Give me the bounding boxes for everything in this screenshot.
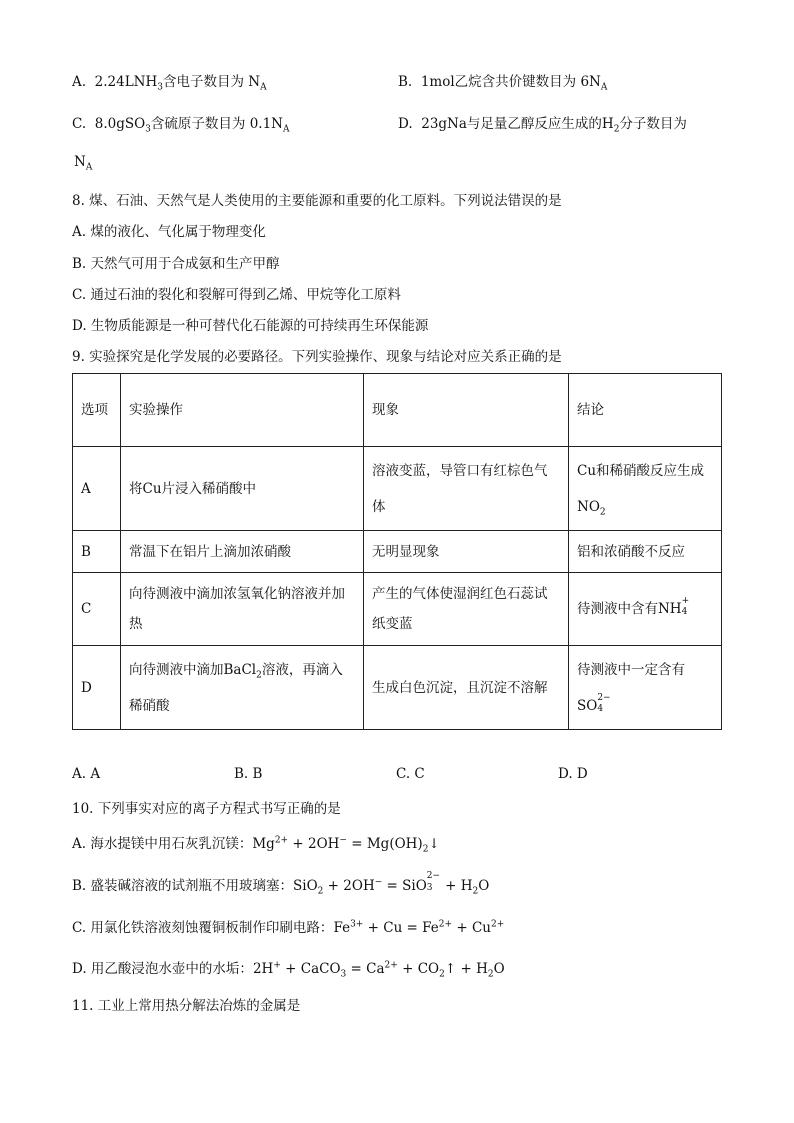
q7-option-c: C. 8.0gSO$_3$含硫原子数目为 $0.1N_A$ — [72, 116, 290, 135]
row-a-phenomenon: 溶液变蓝，导管口有红棕色气体 — [364, 447, 569, 531]
q8-option-c: C. 通过石油的裂化和裂解可得到乙烯、甲烷等化工原料 — [72, 287, 401, 303]
q10-option-a: A. 海水提镁中用石灰乳沉镁：$Mg^{2+} + 2OH^-$ = $Mg(OH)_2↓$ — [72, 835, 440, 855]
header-operation: 实验操作 — [121, 374, 364, 447]
q8-stem: 8. 煤、石油、天然气是人类使用的主要能源和重要的化工原料。下列说法错误的是 — [72, 193, 562, 209]
table-row — [73, 573, 722, 646]
q7-option-d: D. 23gNa与足量乙醇反应生成的$H_2$分子数目为 — [398, 116, 687, 135]
q8-option-a: A. 煤的液化、气化属于物理变化 — [72, 224, 266, 240]
q7-option-a: A. $2.24LNH_3$含电子数目为 $N_A$ — [72, 74, 267, 93]
q11-stem: 11. 工业上常用热分解法冶炼的金属是 — [72, 998, 301, 1014]
row-d-operation: 向待测液中滴加BaCl$_2$溶液，再滴入稀硝酸 — [121, 646, 364, 730]
q10-option-b: B. 盛装碱溶液的试剂瓶不用玻璃塞：SiO$_2$ + 2OH− = SiO 2− 3 + $H_2O$ — [72, 871, 490, 897]
row-c-conclusion: 待测液中含有NH + 4 — [569, 573, 722, 646]
q9-option-b: B. B — [234, 766, 263, 782]
q9-option-a: A. A — [72, 766, 101, 782]
experiment-table — [72, 373, 722, 730]
q7-option-b: B. 1mol乙烷含共价键数目为 $6N_A$ — [398, 74, 608, 93]
table-row — [73, 646, 722, 730]
q8-option-b: B. 天然气可用于合成氨和生产甲醇 — [72, 256, 280, 272]
row-c-option: C — [73, 573, 121, 646]
header-conclusion: 结论 — [569, 374, 722, 447]
row-d-option: D — [73, 646, 121, 730]
row-b-conclusion: 铝和浓硝酸不反应 — [569, 531, 722, 573]
row-a-option: A — [73, 447, 121, 531]
q7-option-d-continued: $N_A$ — [74, 154, 93, 173]
header-phenomenon: 现象 — [364, 374, 569, 447]
q10-stem: 10. 下列事实对应的离子方程式书写正确的是 — [72, 801, 341, 817]
q10-option-d: D. 用乙酸浸泡水壶中的水垢：2H+ + CaCO$_3$ = $Ca^{2+}$ + $CO_2↑ + H_2O$ — [72, 960, 505, 980]
q9-option-c: C. C — [396, 766, 425, 782]
row-d-phenomenon: 生成白色沉淀，且沉淀不溶解 — [364, 646, 569, 730]
table-row — [73, 447, 722, 531]
row-a-conclusion: Cu和稀硝酸反应生成 $NO_2$ — [569, 447, 722, 531]
q10-option-c: C. 用氯化铁溶液刻蚀覆铜板制作印刷电路：$Fe^{3+} + Cu = Fe^{2+} + Cu^{2+}$ — [72, 919, 505, 936]
row-b-operation: 常温下在铝片上滴加浓硝酸 — [121, 531, 364, 573]
table-row — [73, 531, 722, 573]
row-c-operation: 向待测液中滴加浓氢氧化钠溶液并加热 — [121, 573, 364, 646]
row-c-phenomenon: 产生的气体使湿润红色石蕊试纸变蓝 — [364, 573, 569, 646]
q9-option-d: D. D — [558, 766, 588, 782]
row-a-operation: 将Cu片浸入稀硝酸中 — [121, 447, 364, 531]
row-d-conclusion: 待测液中一定含有 SO 2− 4 — [569, 646, 722, 730]
header-option: 选项 — [73, 374, 121, 447]
table-header-row — [73, 374, 722, 447]
row-b-option: B — [73, 531, 121, 573]
q9-stem: 9. 实验探究是化学发展的必要路径。下列实验操作、现象与结论对应关系正确的是 — [72, 349, 562, 365]
row-b-phenomenon: 无明显现象 — [364, 531, 569, 573]
q8-option-d: D. 生物质能源是一种可替代化石能源的可持续再生环保能源 — [72, 318, 429, 334]
